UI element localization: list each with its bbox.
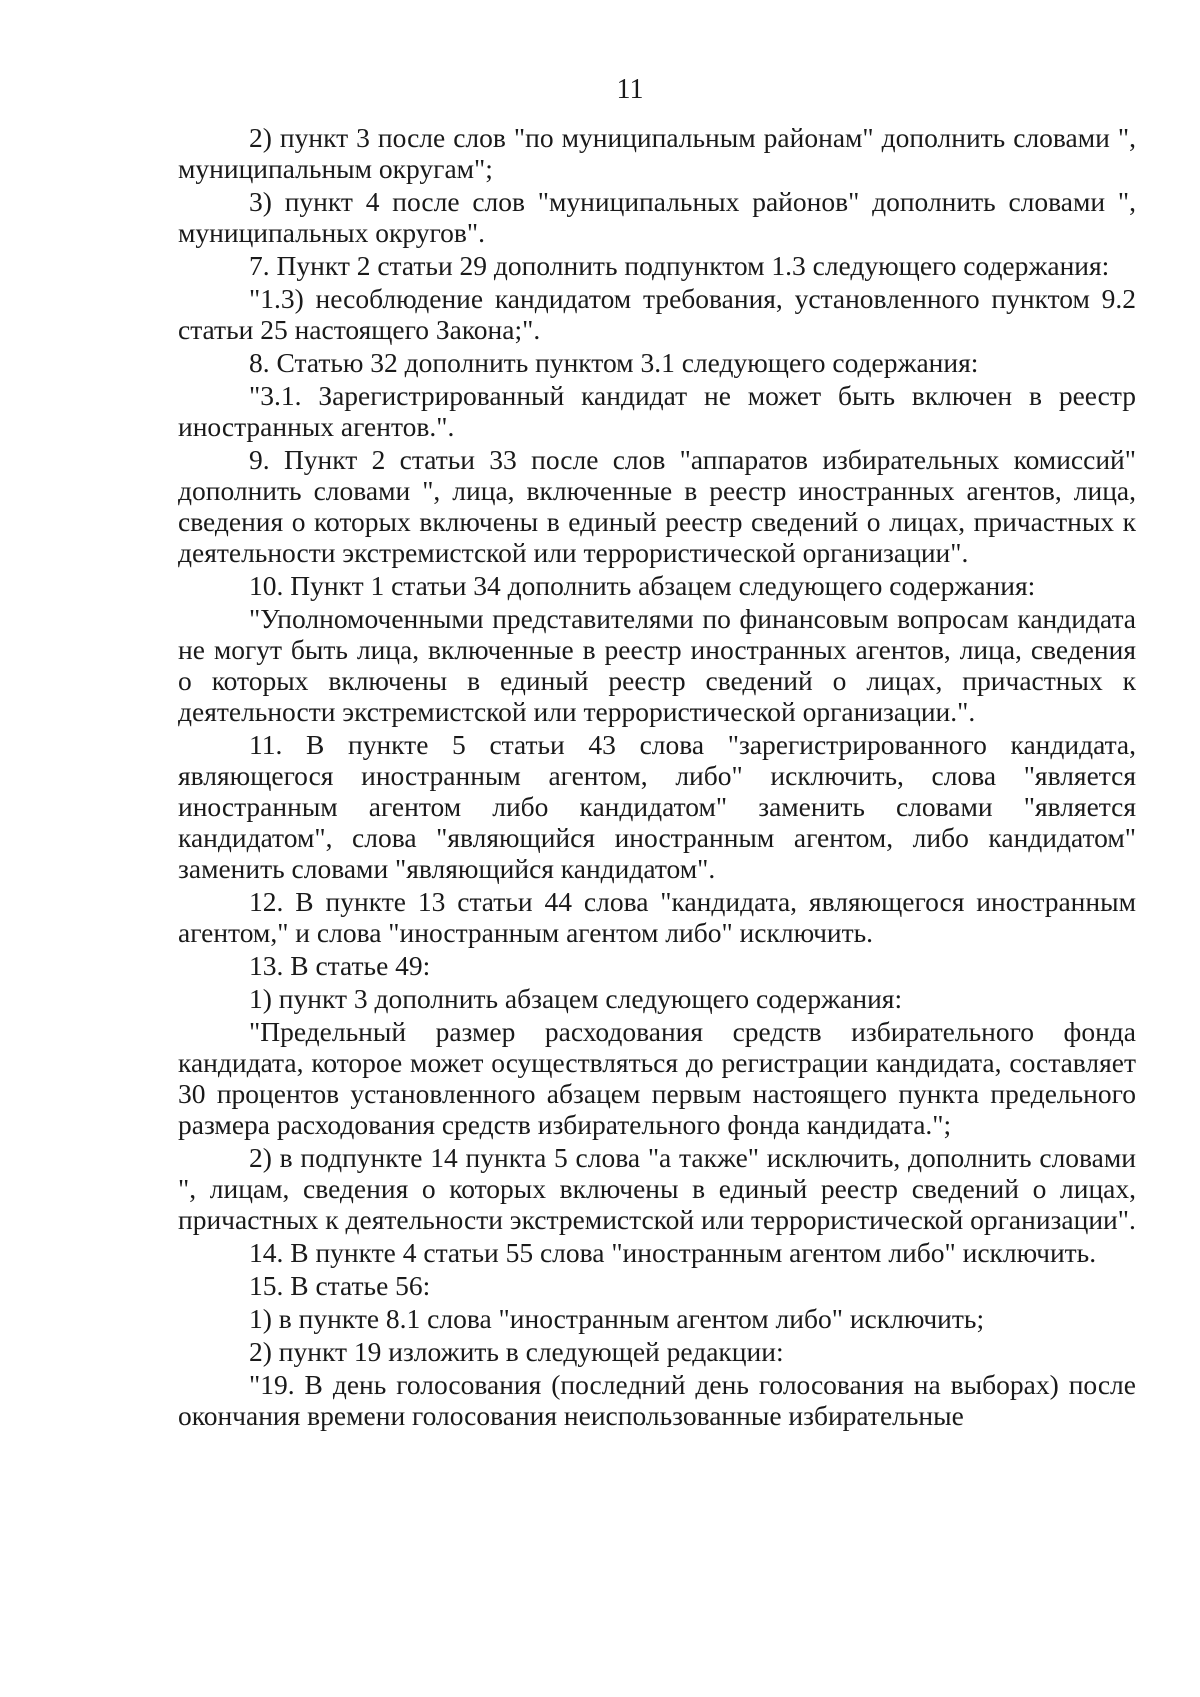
paragraph: "1.3) несоблюдение кандидатом требования, установленного пунктом 9.2 статьи 25 настоящего Закона;". — [178, 283, 1136, 345]
paragraph: 2) в подпункте 14 пункта 5 слова "а также" исключить, дополнить словами ", лицам, сведения о которых включены в единый реестр сведений о лицах, причастных к деятельности экстремистской или террористической организации". — [178, 1142, 1136, 1235]
paragraph: 15. В статье 56: — [249, 1270, 431, 1301]
paragraph: "3.1. Зарегистрированный кандидат не может быть включен в реестр иностранных агентов.". — [178, 380, 1136, 442]
paragraph: 1) пункт 3 дополнить абзацем следующего содержания: — [249, 983, 903, 1014]
document-body — [178, 122, 1136, 1431]
paragraph: 9. Пункт 2 статьи 33 после слов "аппаратов избирательных комиссий" дополнить словами ", лица, включенные в реестр иностранных агентов, лица, сведения о которых включены в единый реестр сведений о лицах, причастных к деятельности экстремистской или террористической организации". — [178, 444, 1136, 568]
paragraph: "Уполномоченными представителями по финансовым вопросам кандидата не могут быть лица, включенные в реестр иностранных агентов, лица, сведения о которых включены в единый реестр сведений о лицах, причастных к деятельности экстремистской или террористической организации.". — [178, 603, 1136, 727]
paragraph: 2) пункт 19 изложить в следующей редакции: — [249, 1336, 784, 1367]
paragraph: 7. Пункт 2 статьи 29 дополнить подпунктом 1.3 следующего содержания: — [249, 250, 1110, 281]
paragraph: 2) пункт 3 после слов "по муниципальным районам" дополнить словами ", муниципальным округам"; — [178, 122, 1136, 184]
paragraph: 8. Статью 32 дополнить пунктом 3.1 следующего содержания: — [249, 347, 979, 378]
paragraph: "19. В день голосования (последний день голосования на выборах) после окончания времени голосования неиспользованные избирательные — [178, 1369, 1136, 1431]
page-number: 11 — [616, 74, 644, 105]
paragraph: 10. Пункт 1 статьи 34 дополнить абзацем следующего содержания: — [249, 570, 1036, 601]
paragraph: 12. В пункте 13 статьи 44 слова "кандидата, являющегося иностранным агентом," и слова "иностранным агентом либо" исключить. — [178, 886, 1136, 948]
paragraph: 14. В пункте 4 статьи 55 слова "иностранным агентом либо" исключить. — [249, 1237, 1097, 1268]
paragraph: 1) в пункте 8.1 слова "иностранным агентом либо" исключить; — [249, 1303, 985, 1334]
paragraph: "Предельный размер расходования средств избирательного фонда кандидата, которое может осуществляться до регистрации кандидата, составляет 30 процентов установленного абзацем первым настоящего пункта предельного размера расходования средств избирательного фонда кандидата."; — [178, 1016, 1136, 1140]
paragraph: 3) пункт 4 после слов "муниципальных районов" дополнить словами ", муниципальных округов". — [178, 186, 1136, 248]
paragraph: 13. В статье 49: — [249, 950, 431, 981]
paragraph: 11. В пункте 5 статьи 43 слова "зарегистрированного кандидата, являющегося иностранным агентом, либо" исключить, слова "является иностранным агентом либо кандидатом" заменить словами "является кандидатом", слова "являющийся иностранным агентом, либо кандидатом" заменить словами "являющийся кандидатом". — [178, 729, 1136, 884]
